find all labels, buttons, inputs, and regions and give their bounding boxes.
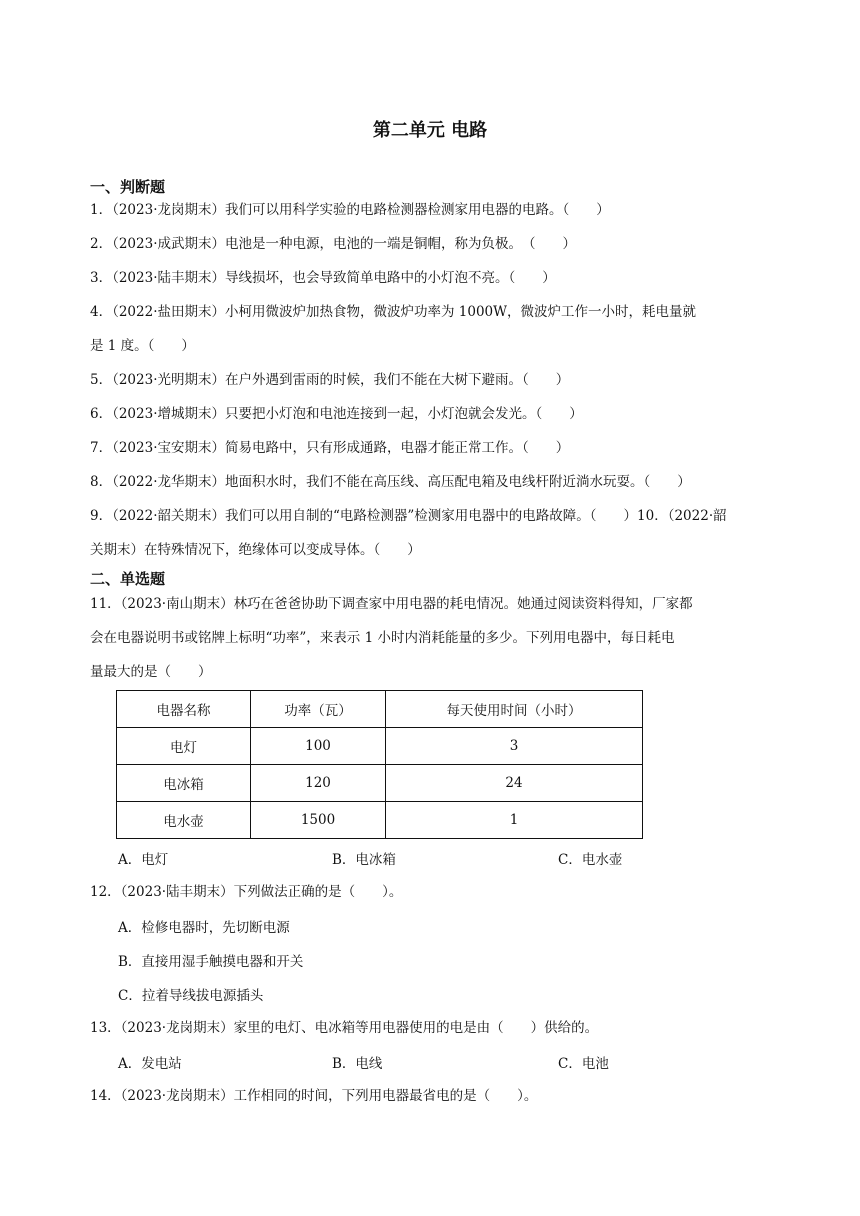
- table-row: [117, 728, 643, 765]
- table-cell: 24: [386, 765, 643, 802]
- q12-option-a: A．检修电器时，先切断电源: [118, 920, 290, 936]
- question-5: 5．（2023·光明期末）在户外遇到雷雨的时候，我们不能在大树下避雨。（ ）: [90, 372, 570, 388]
- table-header: 每天使用时间（小时）: [386, 691, 643, 728]
- table-cell: 3: [386, 728, 643, 765]
- question-2: 2．（2023·成武期末）电池是一种电源，电池的一端是铜帽，称为负极。 （ ）: [90, 236, 576, 252]
- question-10-line2: 关期末）在特殊情况下，绝缘体可以变成导体。（ ）: [90, 542, 421, 558]
- q12-option-c: C．拉着导线拔电源插头: [118, 988, 264, 1004]
- table-cell: 1500: [251, 802, 386, 839]
- q13-option-c: C．电池: [558, 1056, 609, 1072]
- q11-option-a: A．电灯: [118, 852, 169, 868]
- table-cell: 电水壶: [117, 802, 251, 839]
- page-title: 第二单元 电路: [372, 120, 488, 141]
- q11-option-b: B．电冰箱: [332, 852, 396, 868]
- table-row: [117, 802, 643, 839]
- table-cell: 电冰箱: [117, 765, 251, 802]
- question-8: 8．（2022·龙华期末）地面积水时，我们不能在高压线、高压配电箱及电线杆附近淌水玩耍。（ ）: [90, 474, 691, 490]
- question-7: 7．（2023·宝安期末）简易电路中，只有形成通路，电器才能正常工作。（ ）: [90, 440, 570, 456]
- table-cell: 120: [251, 765, 386, 802]
- q13-option-b: B．电线: [332, 1056, 383, 1072]
- table-row: [117, 765, 643, 802]
- question-6: 6．（2023·增城期末）只要把小灯泡和电池连接到一起，小灯泡就会发光。（ ）: [90, 406, 583, 422]
- question-11-line2: 会在电器说明书或铭牌上标明“功率”，来表示 1 小时内消耗能量的多少。下列用电器中，每日耗电: [90, 630, 675, 646]
- question-14: 14．（2023·龙岗期末）工作相同的时间，下列用电器最省电的是（ ）。: [90, 1088, 538, 1104]
- q11-option-c: C．电水壶: [558, 852, 623, 868]
- q13-option-a: A．发电站: [118, 1056, 182, 1072]
- question-3: 3．（2023·陆丰期末）导线损坏，也会导致简单电路中的小灯泡不亮。（ ）: [90, 270, 556, 286]
- table-header: 电器名称: [117, 691, 251, 728]
- appliance-table: [116, 690, 643, 839]
- table-cell: 电灯: [117, 728, 251, 765]
- table-header: 功率（瓦）: [251, 691, 386, 728]
- question-11-line3: 量最大的是（ ）: [90, 664, 212, 680]
- section-heading-single-choice: 二、单选题: [90, 570, 166, 588]
- question-12: 12．（2023·陆丰期末）下列做法正确的是（ ）。: [90, 884, 403, 900]
- question-13: 13．（2023·龙岗期末）家里的电灯、电冰箱等用电器使用的电是由（ ）供给的。: [90, 1020, 599, 1036]
- question-1: 1．（2023·龙岗期末）我们可以用科学实验的电路检测器检测家用电器的电路。（ ）: [90, 202, 610, 218]
- table-cell: 1: [386, 802, 643, 839]
- question-4-line1: 4．（2022·盐田期末）小柯用微波炉加热食物，微波炉功率为 1000W，微波炉工作一小时，耗电量就: [90, 304, 697, 320]
- q12-option-b: B．直接用湿手触摸电器和开关: [118, 954, 304, 970]
- table-header-row: [117, 691, 643, 728]
- question-4-line2: 是 1 度。（ ）: [90, 338, 195, 354]
- question-9-10-line1: 9．（2022·韶关期末）我们可以用自制的“电路检测器”检测家用电器中的电路故障。（ ）10．（2022·韶: [90, 508, 727, 524]
- question-11-line1: 11．（2023·南山期末）林巧在爸爸协助下调查家中用电器的耗电情况。她通过阅读资料得知，厂家都: [90, 596, 693, 612]
- table-cell: 100: [251, 728, 386, 765]
- section-heading-judge: 一、判断题: [90, 178, 166, 196]
